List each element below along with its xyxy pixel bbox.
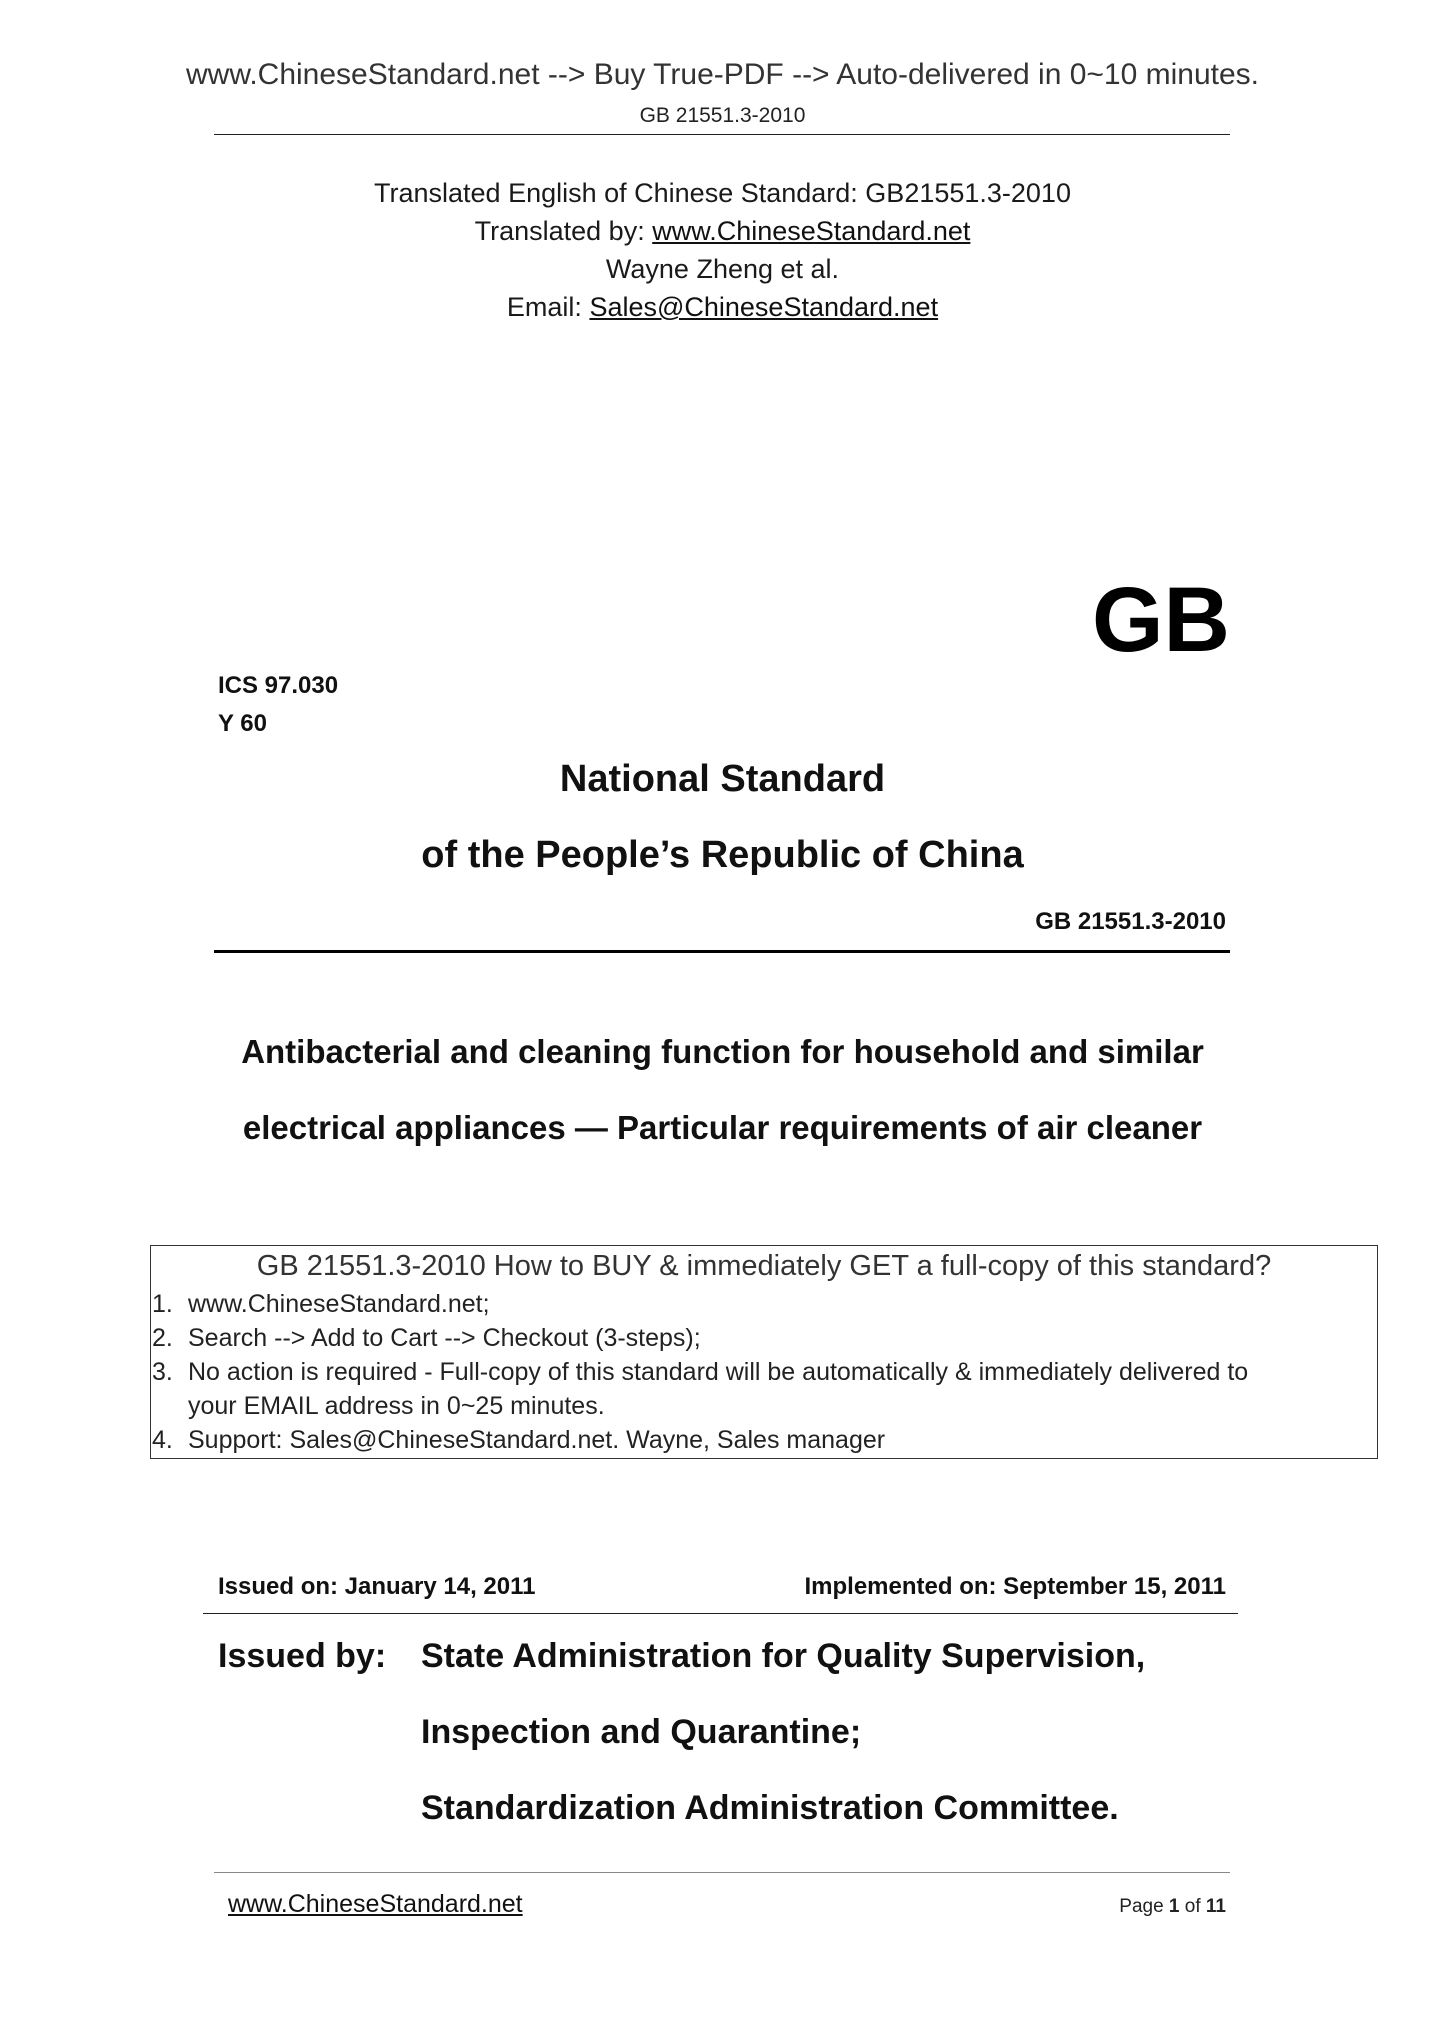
purchase-step	[152, 1290, 490, 1319]
page-prefix: Page	[1119, 1896, 1169, 1917]
issued-on-date: Issued on: January 14, 2011	[218, 1573, 536, 1600]
email-link[interactable]: Sales@ChineseStandard.net	[589, 292, 939, 322]
issuer-line: Standardization Administration Committee.	[421, 1789, 1119, 1827]
step-text: No action is required - Full-copy of this standard will be automatically & immediately delivered to	[188, 1358, 1249, 1386]
classification-code: Y 60	[218, 710, 267, 737]
step-text: Search --> Add to Cart --> Checkout (3-steps);	[188, 1324, 701, 1352]
purchase-step	[152, 1426, 885, 1455]
footer-divider	[214, 1872, 1230, 1873]
step-text: www.ChineseStandard.net;	[188, 1290, 490, 1318]
page-current: 1	[1168, 1896, 1180, 1917]
national-standard-subtitle: of the People’s Republic of China	[421, 834, 1024, 876]
translated-by	[0, 216, 1445, 247]
translation-source: Translated English of Chinese Standard: GB21551.3-2010	[374, 178, 1071, 208]
translated-by-label: Translated by:	[474, 216, 653, 246]
purchase-step	[152, 1358, 1248, 1387]
email-label: Email:	[506, 292, 590, 322]
translator-website-link[interactable]: www.ChineseStandard.net	[652, 216, 971, 246]
title-divider	[214, 950, 1230, 953]
implemented-on-date: Implemented on: September 15, 2011	[804, 1573, 1226, 1600]
header-standard-code: GB 21551.3-2010	[639, 104, 806, 127]
translator-name: Wayne Zheng et al.	[605, 254, 840, 284]
standard-code: GB 21551.3-2010	[1035, 908, 1226, 935]
top-banner: www.ChineseStandard.net --> Buy True-PDF --> Auto-delivered in 0~10 minutes.	[185, 58, 1260, 91]
national-standard-title: National Standard	[559, 758, 886, 800]
step-number: 1.	[152, 1290, 173, 1318]
translation-email	[0, 292, 1445, 323]
page-indicator	[1000, 1896, 1226, 1918]
footer-website-link[interactable]: www.ChineseStandard.net	[228, 1890, 523, 1918]
purchase-step	[152, 1324, 701, 1353]
purchase-box-heading: GB 21551.3-2010 How to BUY & immediately GET a full-copy of this standard?	[256, 1250, 1272, 1282]
step-text: Support: Sales@ChineseStandard.net. Wayne, Sales manager	[188, 1426, 886, 1454]
purchase-step-continuation	[152, 1392, 605, 1421]
step-text: your EMAIL address in 0~25 minutes.	[188, 1392, 605, 1420]
issue-divider	[203, 1613, 1238, 1614]
issuer-line: State Administration for Quality Supervision,	[421, 1637, 1146, 1675]
step-number: 3.	[152, 1358, 173, 1386]
step-number: 4.	[152, 1426, 173, 1454]
page-of: of	[1179, 1896, 1206, 1917]
issuer-line: Inspection and Quarantine;	[421, 1713, 862, 1751]
document-title-line1: Antibacterial and cleaning function for household and similar	[241, 1033, 1204, 1070]
gb-mark: GB	[1092, 569, 1230, 671]
step-number: 2.	[152, 1324, 173, 1352]
issued-by-label: Issued by:	[218, 1637, 387, 1675]
ics-code: ICS 97.030	[218, 672, 339, 699]
page-total: 11	[1205, 1896, 1226, 1917]
document-title-line2: electrical appliances — Particular requirements of air cleaner	[242, 1109, 1203, 1146]
header-divider	[214, 134, 1230, 135]
